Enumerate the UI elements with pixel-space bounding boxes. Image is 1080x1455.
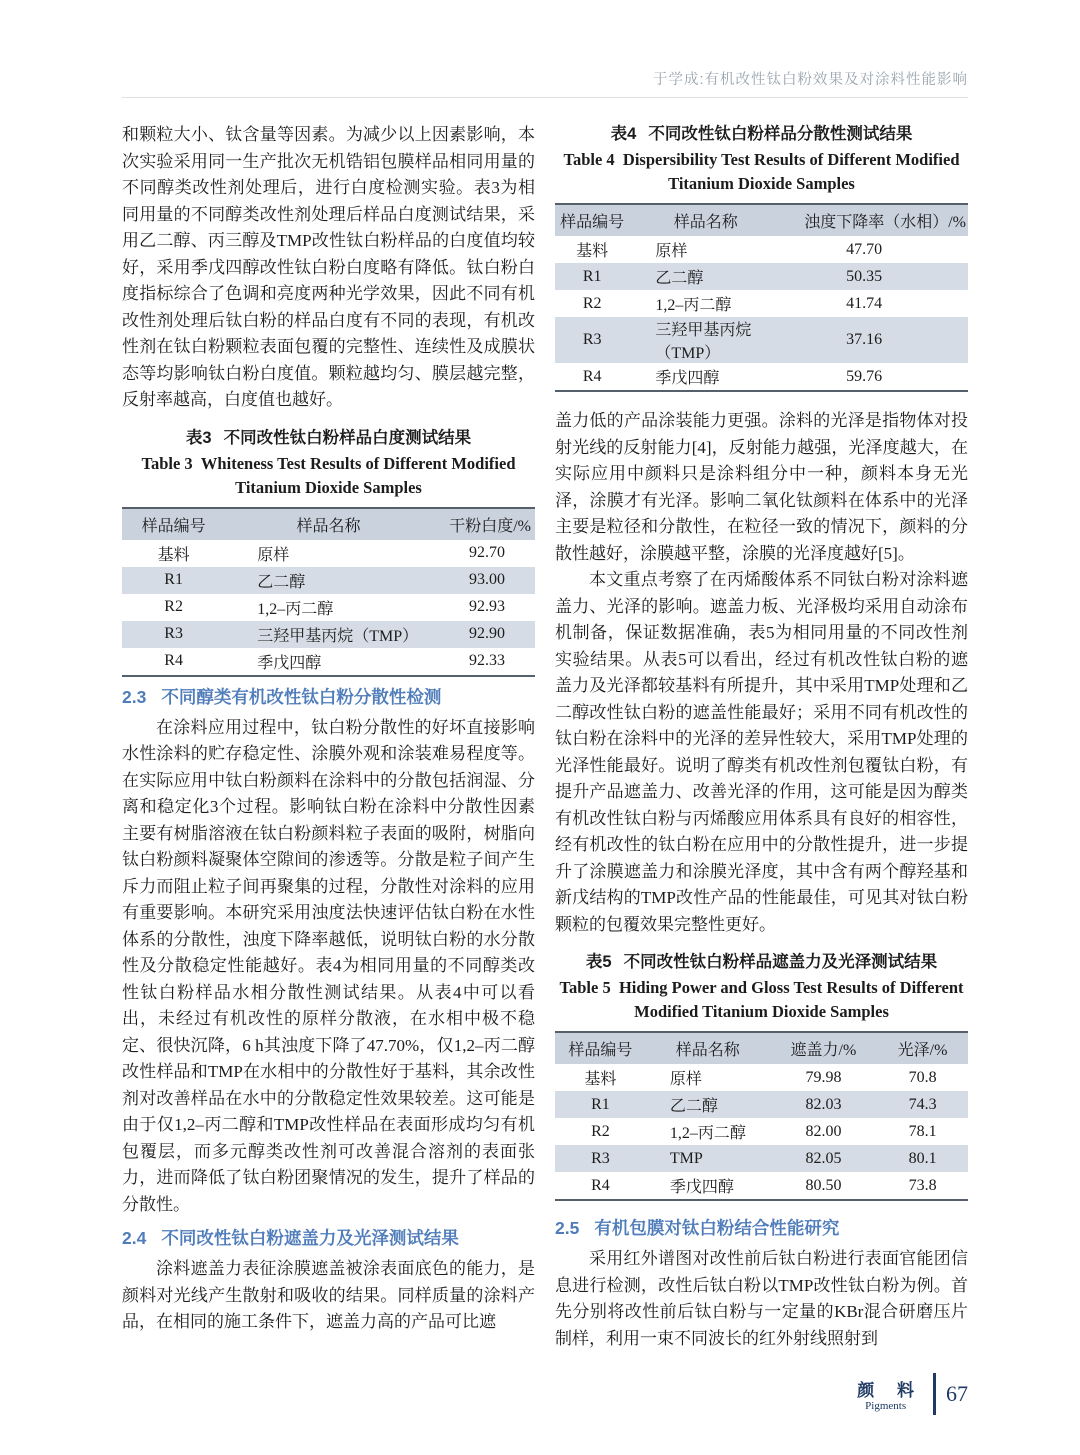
table-cell: 78.1 xyxy=(908,1122,937,1140)
running-head: 于学成:有机改性钛白粉效果及对涂料性能影响 xyxy=(652,72,968,88)
table3-head xyxy=(122,508,535,540)
table-cell: R2 xyxy=(164,598,183,615)
table-row xyxy=(122,594,535,621)
column-header: 样品编号 xyxy=(122,508,225,540)
table-cell: 基料 xyxy=(576,243,609,260)
column-header: 样品名称 xyxy=(646,1032,770,1064)
table4-number-zh: 表4 xyxy=(610,125,637,143)
table4-header-row xyxy=(555,204,968,236)
table-row xyxy=(555,363,968,391)
section-heading-2-4 xyxy=(122,1225,535,1251)
table4-block xyxy=(555,122,968,392)
table4 xyxy=(555,203,968,392)
table-cell: 37.16 xyxy=(846,331,883,348)
table-cell: 乙二醇 xyxy=(655,270,704,287)
table-cell: R3 xyxy=(582,331,602,348)
table-cell: 92.90 xyxy=(469,625,505,642)
table-cell: 1,2–丙二醇 xyxy=(655,297,732,314)
table-row xyxy=(122,567,535,594)
table-cell: 1,2–丙二醇 xyxy=(257,600,334,618)
table3-block xyxy=(122,426,535,677)
paragraph-acrylic-system: 本文重点考察了在丙烯酸体系不同钛白粉对涂料遮盖力、光泽的影响。遮盖力板、光泽极均采用自动涂布机制备，保证数据准确，表5为相同用量的不同改性剂实验结果。从表5可以看出，经过有机改性钛白粉的遮盖力及光泽都较基料有所提升，其中采用TMP处理和乙二醇改性钛白粉的遮盖性能最好；采用不同有机改性的钛白粉在涂料中的光泽的差异性较大，采用TMP处理的光泽性能最好。说明了醇类有机改性剂包覆钛白粉，有提升产品遮盖力、改善光泽的作用，这可能是因为醇类有机改性钛白粉与丙烯酸应用体系具有良好的相容性，经有机改性的钛白粉在应用中的分散性提升，进一步提升了涂膜遮盖力和涂膜光泽度，其中含有两个醇羟基和新戊结构的TMP改性产品的性能最佳，可见其对钛白粉颗粒的包覆效果完整性更好。 xyxy=(555,570,968,934)
table4-title-zh: 不同改性钛白粉样品分散性测试结果 xyxy=(648,125,913,143)
table-cell: 三羟甲基丙烷（TMP） xyxy=(655,322,752,362)
table-row xyxy=(555,1091,968,1118)
table-cell: 41.74 xyxy=(846,294,883,312)
paragraph-hiding-power-intro: 涂料遮盖力表征涂膜遮盖被涂表面底色的能力，是颜料对光线产生散射和吸收的结果。同样质量的涂料产品，在相同的施工条件下，遮盖力高的产品可比遮 xyxy=(122,1259,535,1331)
paragraph-whiteness: 和颗粒大小、钛含量等因素。为减少以上因素影响，本次实验采用同一生产批次无机锆铝包膜样品相同用量的不同醇类改性剂处理后，进行白度检测实验。表3为相同用量的不同醇类改性剂处理后样品白度测试结果，采用乙二醇、丙三醇及TMP改性钛白粉样品的白度值均较好，采用季戊四醇改性钛白粉白度略有降低。钛白粉白度指标综合了色调和亮度两种光学效果，因此不同有机改性剂处理后钛白粉的样品白度有不同的表现，有机改性剂在钛白粉颗粒表面包覆的完整性、连续性及成膜状态等均影响钛白粉白度值。颗粒越均匀、膜层越完整，反射率越高，白度值也越好。 xyxy=(122,125,535,409)
table-cell: 93.00 xyxy=(469,571,505,588)
journal-name-zh: 颜 料 xyxy=(857,1381,923,1400)
page-number: 67 xyxy=(946,1381,968,1406)
table-row xyxy=(555,1145,968,1172)
table5-block xyxy=(555,950,968,1201)
table-row xyxy=(555,290,968,317)
table-cell: 乙二醇 xyxy=(257,573,306,591)
table-row xyxy=(555,1064,968,1091)
journal-name-block xyxy=(848,1376,923,1412)
table-cell: 原样 xyxy=(669,1071,702,1088)
table3-caption-zh xyxy=(122,426,535,450)
table3-number-zh: 表3 xyxy=(185,428,212,447)
table-cell: 73.8 xyxy=(908,1176,937,1194)
table-cell: 季戊四醇 xyxy=(655,370,720,387)
paragraph-ir-coating: 采用红外谱图对改性前后钛白粉进行表面官能团信息进行检测，改性后钛白粉以TMP改性钛白粉为例。首先分别将改性前后钛白粉与一定量的KBr混合研磨压片制样，利用一束不同波长的红外射线照射到 xyxy=(555,1249,968,1348)
table-cell: 82.05 xyxy=(805,1149,842,1167)
paragraph-gloss: 盖力低的产品涂装能力更强。涂料的光泽是指物体对投射光线的反射能力[4]，反射能力越强，光泽度越大，在实际应用中颜料只是涂料组分中一种，颜料本身无光泽，涂膜才有光泽。影响二氧化钛颜料在体系中的光泽主要是粒径和分散性，在粒径一致的情况下，颜料的分散性越好，涂膜越平整，涂膜的光泽度越好[5]。 xyxy=(555,411,968,563)
table-cell: R1 xyxy=(591,1095,610,1113)
table5-title-zh: 不同改性钛白粉样品遮盖力及光泽测试结果 xyxy=(623,953,938,971)
table5-body xyxy=(555,1064,968,1200)
table-row xyxy=(122,621,535,648)
table-cell: R3 xyxy=(591,1149,610,1167)
column-header: 干粉白度/% xyxy=(432,508,535,540)
table-cell: 季戊四醇 xyxy=(257,654,322,672)
table-cell: R4 xyxy=(591,1176,610,1194)
table-row xyxy=(122,648,535,676)
column-header: 样品名称 xyxy=(225,508,432,540)
table-cell: 原样 xyxy=(257,546,290,564)
column-header: 样品名称 xyxy=(629,204,782,236)
table-row xyxy=(122,540,535,567)
column-header: 样品编号 xyxy=(555,1032,646,1064)
section-heading-2-5 xyxy=(555,1215,968,1241)
table4-caption-zh xyxy=(555,122,968,146)
table-cell: R4 xyxy=(582,367,602,385)
table5 xyxy=(555,1031,968,1201)
column-header: 浊度下降率（水相）/% xyxy=(782,204,968,236)
table-cell: 59.76 xyxy=(846,367,883,385)
table-cell: 79.98 xyxy=(805,1068,842,1086)
table-cell: 47.70 xyxy=(846,240,883,258)
table3-caption-en: Table 3 Whiteness Test Results of Different Modified Titanium Dioxide Samples xyxy=(141,453,516,497)
section-number: 2.5 xyxy=(555,1218,580,1238)
table-cell: 80.1 xyxy=(908,1149,937,1167)
table-cell: 1,2–丙二醇 xyxy=(669,1125,746,1142)
table4-caption-en: Table 4 Dispersibility Test Results of Different Modified Titanium Dioxide Samples xyxy=(563,150,960,193)
two-column-body xyxy=(122,122,968,1352)
table5-head xyxy=(555,1032,968,1064)
footer-divider-bar xyxy=(933,1373,936,1415)
table-cell: 基料 xyxy=(157,546,190,564)
table-cell: 三羟甲基丙烷（TMP） xyxy=(257,627,419,645)
header-rule xyxy=(122,97,968,98)
table-cell: 82.00 xyxy=(805,1122,842,1140)
table3-body xyxy=(122,540,535,676)
table5-header-row xyxy=(555,1032,968,1064)
table-cell: R1 xyxy=(164,571,183,588)
table4-head xyxy=(555,204,968,236)
table3 xyxy=(122,507,535,677)
table-cell: R2 xyxy=(591,1122,610,1140)
table-cell: 92.70 xyxy=(469,544,505,561)
table-row xyxy=(555,263,968,290)
table-cell: 92.33 xyxy=(469,652,505,669)
table-row xyxy=(555,236,968,263)
section-number: 2.3 xyxy=(122,686,147,707)
table-cell: 原样 xyxy=(655,243,688,260)
table3-header-row xyxy=(122,508,535,540)
table-cell: 基料 xyxy=(584,1071,617,1088)
column-header: 样品编号 xyxy=(555,204,629,236)
right-column xyxy=(555,122,968,1352)
table-cell: 乙二醇 xyxy=(669,1098,718,1115)
table-cell: R1 xyxy=(582,267,602,285)
page-footer xyxy=(848,1373,968,1415)
section-title: 有机包膜对钛白粉结合性能研究 xyxy=(594,1218,840,1238)
journal-name-en: Pigments xyxy=(865,1400,907,1412)
table-cell: 80.50 xyxy=(805,1176,842,1194)
table-cell: R3 xyxy=(164,625,183,642)
table5-number-zh: 表5 xyxy=(585,953,612,971)
section-number: 2.4 xyxy=(122,1228,147,1248)
table-cell: 74.3 xyxy=(908,1095,937,1113)
column-header: 遮盖力/% xyxy=(770,1032,877,1064)
section-title: 不同醇类有机改性钛白粉分散性检测 xyxy=(161,686,442,707)
table-cell: TMP xyxy=(669,1149,703,1167)
section-title: 不同改性钛白粉遮盖力及光泽测试结果 xyxy=(161,1228,459,1248)
table-row xyxy=(555,1172,968,1200)
table-row xyxy=(555,317,968,363)
table5-caption-en: Table 5 Hiding Power and Gloss Test Results of Different Modified Titanium Dioxide Samples xyxy=(559,978,964,1021)
table-row xyxy=(555,1118,968,1145)
table-cell: R4 xyxy=(164,652,183,669)
table5-caption-zh xyxy=(555,950,968,974)
section-heading-2-3 xyxy=(122,684,535,710)
table3-title-zh: 不同改性钛白粉样品白度测试结果 xyxy=(223,428,472,447)
table-cell: 50.35 xyxy=(846,267,883,285)
table4-body xyxy=(555,236,968,391)
column-header: 光泽/% xyxy=(877,1032,968,1064)
paragraph-dispersibility: 在涂料应用过程中，钛白粉分散性的好坏直接影响水性涂料的贮存稳定性、涂膜外观和涂装难易程度等。在实际应用中钛白粉颜料在涂料中的分散包括润湿、分离和稳定化3个过程。影响钛白粉在涂料中分散性因素主要有树脂溶液在钛白粉颜料粒子表面的吸附，树脂向钛白粉颜料凝聚体空隙间的渗透等。分散是粒子间产生斥力而阻止粒子间再聚集的过程，分散性对涂料的应用有重要影响。本研究采用浊度法快速评估钛白粉在水性体系的分散性，浊度下降率越低，说明钛白粉的水分散性及分散稳定性能越好。表4为相同用量的不同醇类改性钛白粉样品水相分散性测试结果。从表4中可以看出，未经过有机改性的原样分散液，在水相中极不稳定、很快沉降，6 h其浊度下降了47.70%，仅1,2–丙二醇改性样品和TMP在水相中的分散性好于基料，其余改性剂对改善样品在水中的分散稳定性效果较差。这可能是由于仅1,2–丙二醇和TMP改性样品在表面形成均匀有机包覆层，而多元醇类改性剂可改善混合溶剂的表面张力，进而降低了钛白粉团聚情况的发生，提升了样品的分散性。 xyxy=(122,717,535,1214)
table-cell: R2 xyxy=(582,294,602,312)
table-cell: 82.03 xyxy=(805,1095,842,1113)
table-cell: 70.8 xyxy=(908,1068,937,1086)
table-cell: 92.93 xyxy=(469,598,505,615)
left-column xyxy=(122,122,535,1352)
table-cell: 季戊四醇 xyxy=(669,1179,734,1196)
